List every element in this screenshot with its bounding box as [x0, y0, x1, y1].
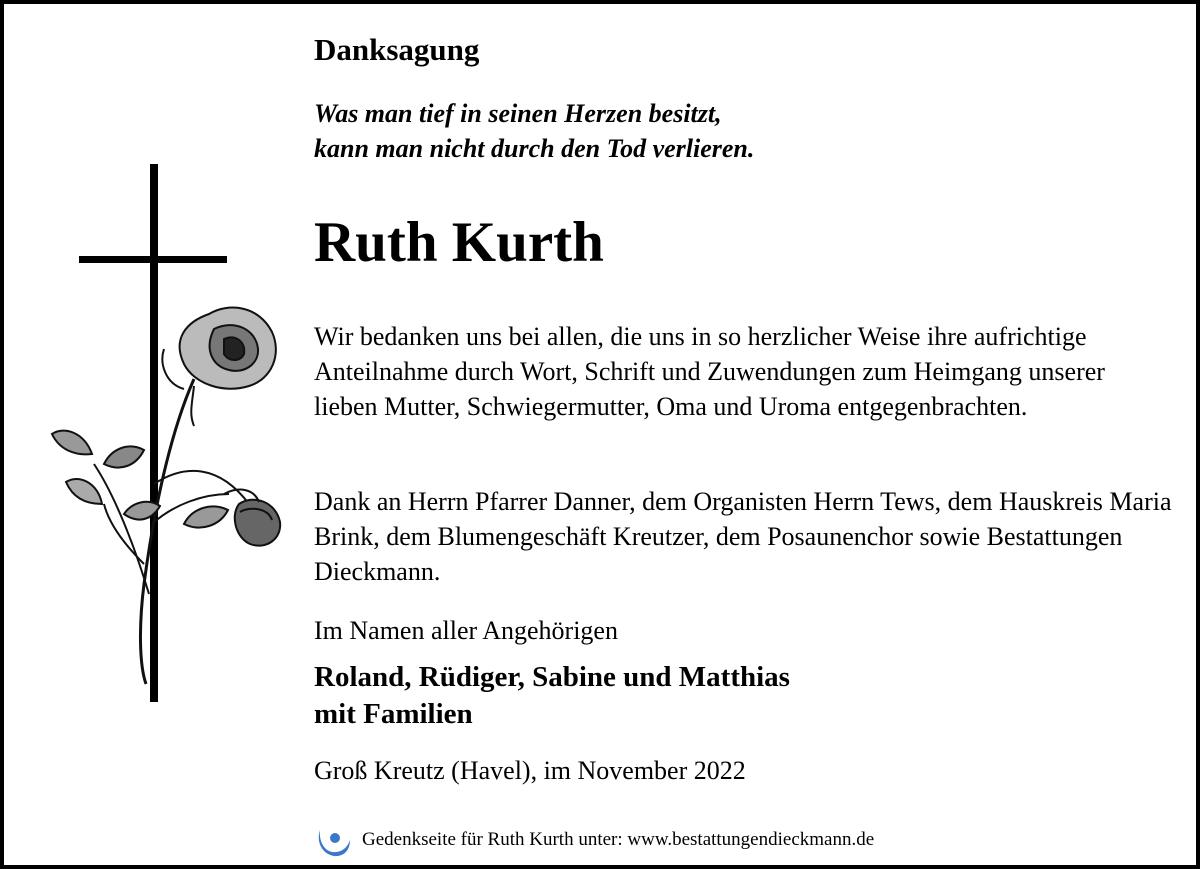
- deceased-name: Ruth Kurth: [314, 211, 604, 274]
- place-date: Groß Kreutz (Havel), im November 2022: [314, 756, 746, 785]
- memorial-quote: [314, 96, 754, 166]
- notice-title: Danksagung: [314, 32, 480, 67]
- signers: [314, 659, 790, 733]
- signers-line-1: Roland, Rüdiger, Sabine und Matthias: [314, 661, 790, 693]
- closing-line: Im Namen aller Angehörigen: [314, 616, 618, 645]
- thanks-paragraph: Wir bedanken uns bei allen, die uns in so herzlicher Weise ihre aufrichtige Anteilnahme durch Wort, Schrift und Zuwendungen zum Heimgang unserer lieben Mutter, Schwiegermutter, Oma und Uroma entgegenbrachten.: [314, 322, 1105, 421]
- cross-icon: [79, 164, 227, 702]
- quote-line-1: Was man tief in seinen Herzen besitzt,: [314, 99, 722, 128]
- blue-crescent-logo-icon: [314, 822, 352, 858]
- memorial-page-footer: [314, 822, 874, 858]
- memorial-page-link-text[interactable]: Gedenkseite für Ruth Kurth unter: www.bestattungendieckmann.de: [362, 829, 875, 850]
- quote-line-2: kann man nicht durch den Tod verlieren.: [314, 134, 755, 163]
- signers-line-2: mit Familien: [314, 698, 473, 730]
- cross-and-rose-artwork: [44, 164, 294, 709]
- rose-icon: [52, 308, 280, 684]
- acknowledgements-paragraph: Dank an Herrn Pfarrer Danner, dem Organisten Herrn Tews, dem Hauskreis Maria Brink, dem Blumengeschäft Kreutzer, dem Posaunenchor sowie Bestattungen Dieckmann.: [314, 487, 1172, 586]
